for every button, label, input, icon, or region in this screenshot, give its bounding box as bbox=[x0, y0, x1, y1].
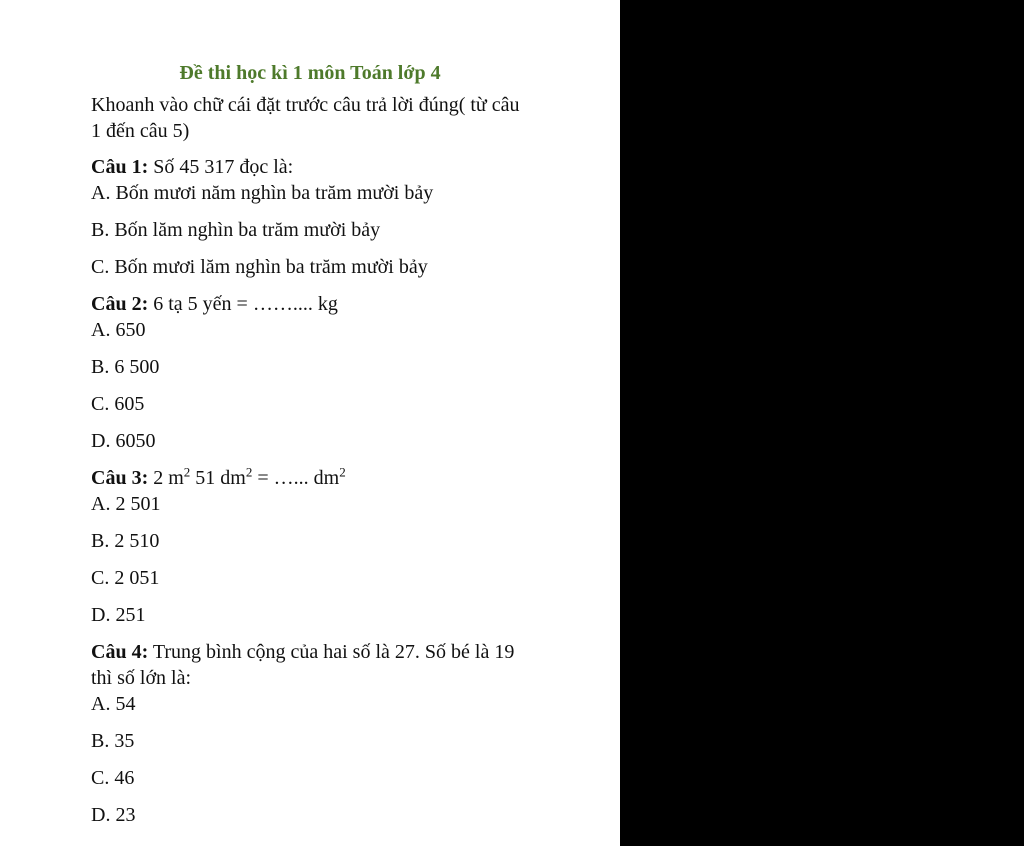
option-list bbox=[91, 317, 531, 454]
option-b: B. 35 bbox=[91, 730, 135, 752]
option-b: B. 6 500 bbox=[91, 356, 160, 378]
option-d: D. 251 bbox=[91, 604, 146, 626]
question-text: 6 tạ 5 yến = …….... kg bbox=[153, 293, 338, 315]
option-list bbox=[91, 491, 531, 628]
question-2 bbox=[91, 291, 531, 454]
question-4 bbox=[91, 639, 531, 828]
question-3 bbox=[91, 465, 531, 628]
option-d: D. 23 bbox=[91, 804, 136, 826]
option-a: A. Bốn mươi năm nghìn ba trăm mười bảy bbox=[91, 182, 434, 204]
question-label: Câu 3: bbox=[91, 467, 149, 489]
option-list bbox=[91, 691, 531, 828]
question-label: Câu 2: bbox=[91, 293, 149, 315]
option-b: B. 2 510 bbox=[91, 530, 160, 552]
option-d: D. 6050 bbox=[91, 430, 156, 452]
question-label: Câu 1: bbox=[91, 156, 149, 178]
option-a: A. 54 bbox=[91, 693, 136, 715]
instruction-text: Khoanh vào chữ cái đặt trước câu trả lời đúng( từ câu 1 đến câu 5) bbox=[91, 94, 520, 142]
question-text: Trung bình cộng của hai số là 27. Số bé là 19 thì số lớn là: bbox=[91, 641, 515, 689]
blank-area bbox=[620, 0, 1024, 846]
option-b: B. Bốn lăm nghìn ba trăm mười bảy bbox=[91, 219, 381, 241]
question-1 bbox=[91, 154, 531, 280]
question-text: 2 $m^2$ 51 $dm^2$ = …... $dm^2$ bbox=[153, 464, 346, 489]
question-text: Số 45 317 đọc là: bbox=[153, 156, 294, 178]
question-label: Câu 4: bbox=[91, 641, 149, 663]
option-c: C. 605 bbox=[91, 393, 145, 415]
option-a: A. 650 bbox=[91, 319, 146, 341]
option-c: C. 2 051 bbox=[91, 567, 160, 589]
option-a: A. 2 501 bbox=[91, 493, 161, 515]
document-content bbox=[91, 92, 531, 839]
document-title: Đề thi học kì 1 môn Toán lớp 4 bbox=[179, 62, 441, 84]
option-c: C. Bốn mươi lăm nghìn ba trăm mười bảy bbox=[91, 256, 428, 278]
option-c: C. 46 bbox=[91, 767, 135, 789]
option-list bbox=[91, 180, 531, 280]
